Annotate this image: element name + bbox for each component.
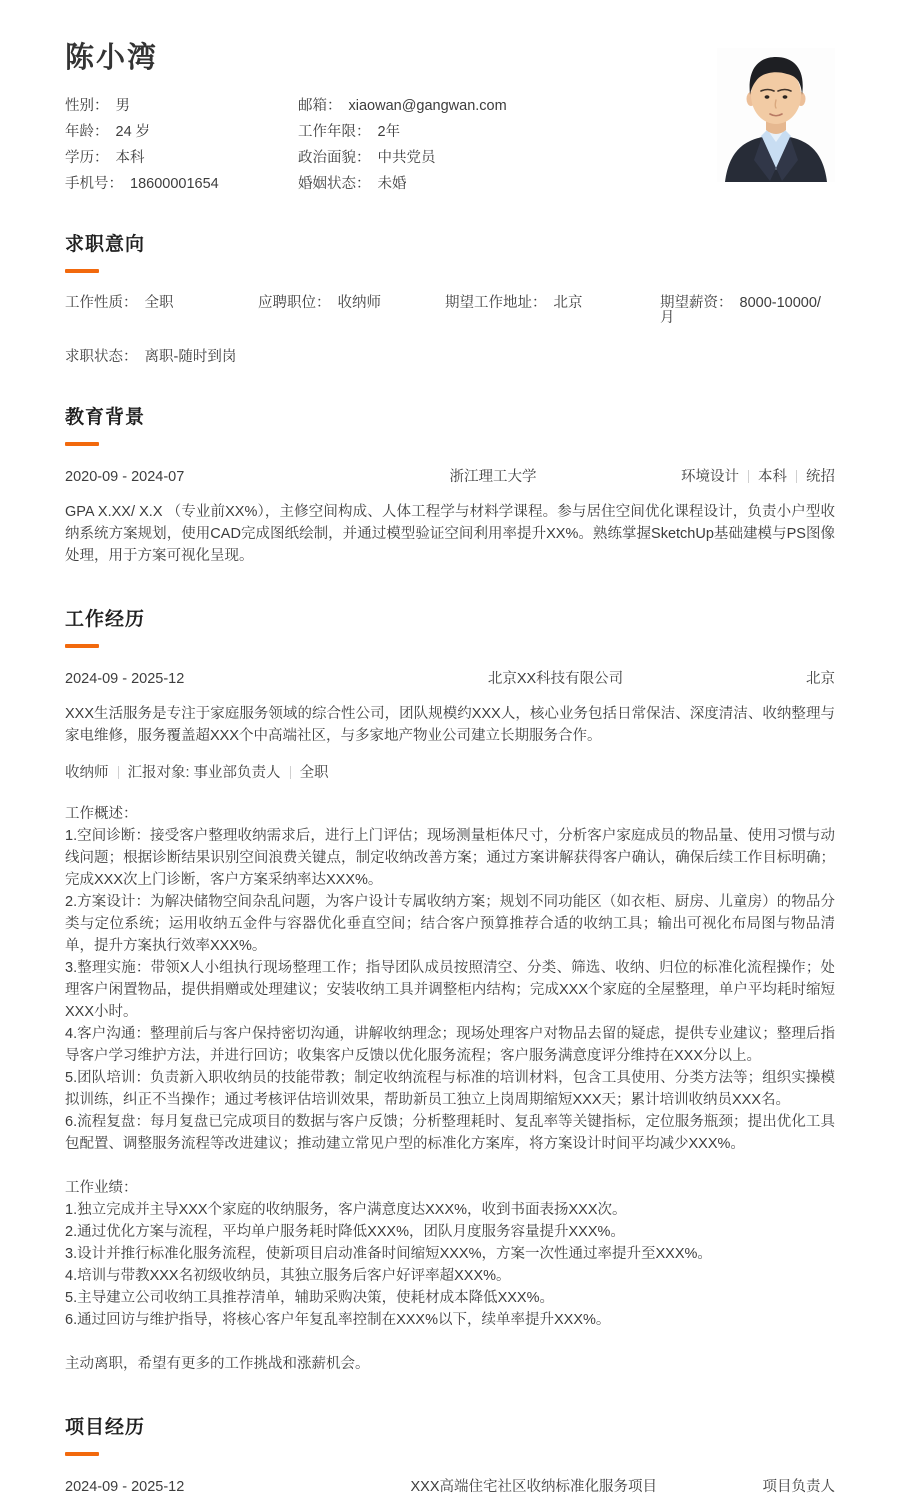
- education-meta-row: [65, 469, 835, 485]
- section-work-experience: [65, 604, 835, 1375]
- divider: [118, 766, 119, 779]
- work-period: 2024-09 - 2025-12: [65, 671, 185, 688]
- divider: [748, 470, 749, 483]
- education-degree: 本科: [758, 469, 787, 486]
- info-phone: 手机号： 18600001654: [65, 176, 219, 193]
- work-overview-item: 2.方案设计：为解决储物空间杂乱问题，为客户设计专属收纳方案；规划不同功能区（如衣柜、厨房、儿童房）的物品分类与定位系统；运用收纳五金件与容器优化垂直空间；结合客户预算推荐合适的收纳工具；输出可视化布局图与物品清单，提升方案执行效率XXX%。: [65, 894, 835, 955]
- work-overview-item: 6.流程复盘：每月复盘已完成项目的数据与客户反馈；分析整理耗时、复乱率等关键指标，定位服务瓶颈；提出优化工具包配置、调整服务流程等改进建议；推动建立常见户型的标准化方案库，将方案设计时间平均减少XXX%。: [65, 1114, 835, 1153]
- header-left: [65, 42, 628, 192]
- divider: [290, 766, 291, 779]
- section-title-job-intent: 求职意向: [65, 234, 146, 256]
- info-experience-years: 工作年限： 2年: [298, 124, 401, 141]
- project-role: 项目负责人: [762, 1479, 835, 1495]
- leave-reason: 主动离职，希望有更多的工作挑战和涨薪机会。: [65, 1356, 370, 1373]
- section-title-education: 教育背景: [65, 407, 146, 429]
- education-tags: [681, 469, 835, 485]
- work-location: 北京: [806, 671, 835, 688]
- section-education: [65, 402, 835, 567]
- work-meta-row: [65, 671, 835, 687]
- candidate-name: 陈小湾: [65, 42, 159, 74]
- info-political-status: 政治面貌： 中共党员: [298, 150, 436, 167]
- accent-bar: [65, 644, 99, 648]
- work-achievement-item: 5.主导建立公司收纳工具推荐清单，辅助采购决策，使耗材成本降低XXX%。: [65, 1290, 554, 1307]
- work-overview-heading: 工作概述：: [65, 806, 138, 823]
- work-achievement-item: 4.培训与带教XXX名初级收纳员，其独立服务后客户好评率超XXX%。: [65, 1268, 511, 1285]
- work-position: 收纳师: [65, 765, 109, 782]
- profile-photo-illustration: [717, 48, 835, 182]
- position-line: [65, 765, 835, 781]
- work-report-to: 汇报对象: 事业部负责人: [127, 765, 281, 782]
- profile-photo: [717, 48, 835, 182]
- education-major: 环境设计: [681, 469, 739, 486]
- divider: [796, 470, 797, 483]
- field-job-type: 工作性质： 全职: [65, 295, 174, 312]
- info-marital-status: 婚姻状态： 未婚: [298, 176, 407, 193]
- accent-bar: [65, 1452, 99, 1456]
- project-name: XXX高端住宅社区收纳标准化服务项目: [410, 1479, 657, 1495]
- company-intro: XXX生活服务是专注于家庭服务领域的综合性公司，团队规模约XXX人，核心业务包括日常保洁、深度清洁、收纳整理与家电维修，服务覆盖超XXX个中高端社区，与多家地产物业公司建立长期服务合作。: [65, 706, 835, 745]
- work-overview-block: [65, 803, 835, 1155]
- project-period: 2024-09 - 2025-12: [65, 1479, 185, 1495]
- job-intent-fields: [65, 296, 835, 365]
- section-project-experience: [65, 1412, 835, 1495]
- work-achievement-item: 1.独立完成并主导XXX个家庭的收纳服务，客户满意度达XXX%，收到书面表扬XXX次。: [65, 1202, 627, 1219]
- education-description: GPA X.XX/ X.X （专业前XX%），主修空间构成、人体工程学与材料学课程。参与居住空间优化课程设计，负责小户型收纳系统方案规划，使用CAD完成图纸绘制，并通过模型验证空间利用率提升XX%。熟练掌握SketchUp基础建模与PS图像处理，用于方案可视化呈现。: [65, 504, 835, 565]
- info-gender: 性别： 男: [65, 98, 130, 115]
- work-company: 北京XX科技有限公司: [487, 671, 624, 688]
- work-overview-item: 4.客户沟通：整理前后与客户保持密切沟通，讲解收纳理念；现场处理客户对物品去留的疑虑，提供专业建议；整理后指导客户学习维护方法，并进行回访；收集客户反馈以优化服务流程；客户服务满意度评分维持在XXX分以上。: [65, 1026, 835, 1065]
- accent-bar: [65, 442, 99, 446]
- work-achievement-item: 2.通过优化方案与流程，平均单户服务耗时降低XXX%，团队月度服务容量提升XXX%。: [65, 1224, 625, 1241]
- section-title-project: 项目经历: [65, 1417, 146, 1439]
- field-target-position: 应聘职位： 收纳师: [258, 295, 381, 312]
- project-meta-row: [65, 1479, 835, 1495]
- info-email: 邮箱： xiaowan@gangwan.com: [298, 98, 507, 115]
- education-enrollment: 统招: [806, 469, 835, 486]
- section-title-work: 工作经历: [65, 609, 146, 631]
- education-school: 浙江理工大学: [449, 469, 537, 486]
- work-overview-item: 1.空间诊断：接受客户整理收纳需求后，进行上门评估；现场测量柜体尺寸，分析客户家庭成员的物品量、使用习惯与动线问题；根据诊断结果识别空间浪费关键点，制定收纳改善方案；通过方案讲解获得客户确认，确保后续工作目标明确；完成XXX次上门诊断，客户方案采纳率达XXX%。: [65, 828, 835, 889]
- work-achievements-heading: 工作业绩：: [65, 1180, 138, 1197]
- work-job-type: 全职: [299, 765, 329, 782]
- accent-bar: [65, 269, 99, 273]
- info-degree: 学历： 本科: [65, 150, 145, 167]
- education-period: 2020-09 - 2024-07: [65, 469, 185, 486]
- work-achievement-item: 3.设计并推行标准化服务流程，使新项目启动准备时间缩短XXX%，方案一次性通过率提升至XXX%。: [65, 1246, 712, 1263]
- work-overview-item: 3.整理实施：带领X人小组执行现场整理工作；指导团队成员按照清空、分类、筛选、收纳、归位的标准化流程操作；处理客户闲置物品，提供捐赠或处理建议；安装收纳工具并调整柜内结构；完成XXX个家庭的全屋整理，单户平均耗时缩短XXX小时。: [65, 960, 835, 1021]
- info-age: 年龄： 24 岁: [65, 124, 151, 141]
- section-job-intent: [65, 229, 835, 365]
- work-overview-item: 5.团队培训：负责新入职收纳员的技能带教；制定收纳流程与标准的培训材料，包含工具使用、分类方法等；组织实操模拟训练，纠正不当操作；通过考核评估培训效果，帮助新员工独立上岗周期缩短XXX天；累计培训收纳员XXX名。: [65, 1070, 835, 1109]
- field-target-location: 期望工作地址： 北京: [445, 295, 583, 312]
- field-expected-salary: 期望薪资： 8000-10000/月: [660, 295, 821, 327]
- field-job-status: 求职状态： 离职-随时到岗: [65, 349, 237, 366]
- work-achievements-block: [65, 1177, 835, 1331]
- resume-header: [65, 42, 835, 192]
- work-achievement-item: 6.通过回访与维护指导，将核心客户年复乱率控制在XXX%以下，续单率提升XXX%。: [65, 1312, 611, 1329]
- personal-info-grid: [65, 99, 628, 192]
